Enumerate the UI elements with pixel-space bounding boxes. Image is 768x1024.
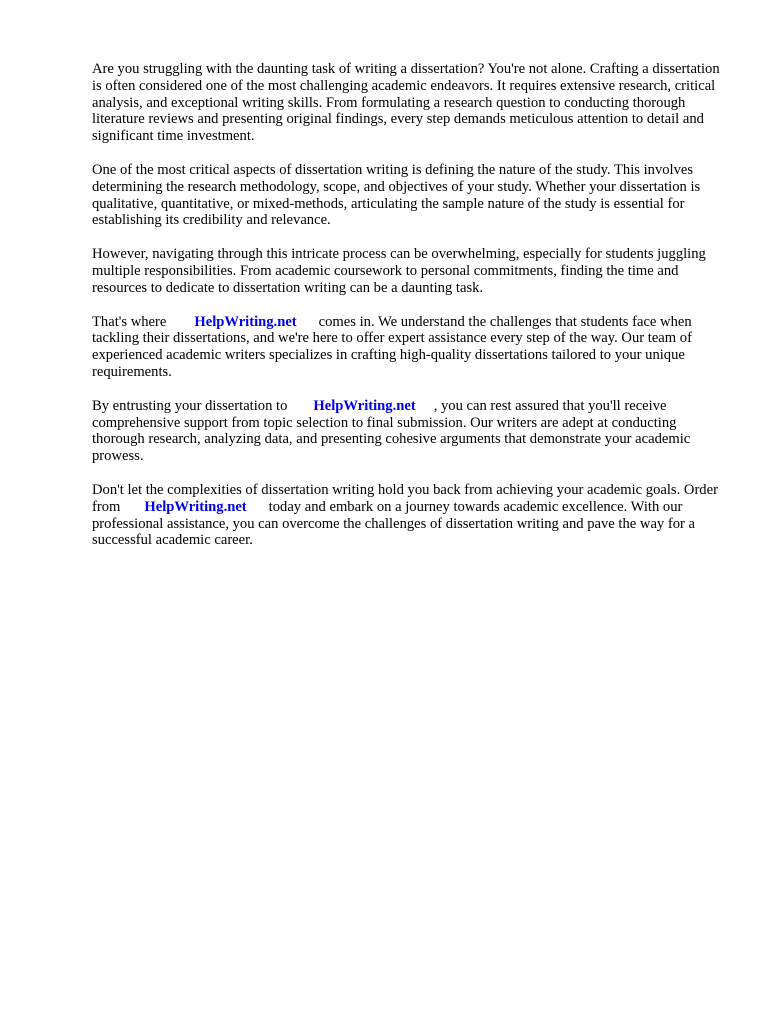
- helpwriting-link[interactable]: HelpWriting.net: [144, 498, 247, 515]
- helpwriting-link[interactable]: HelpWriting.net: [313, 397, 416, 414]
- helpwriting-link[interactable]: HelpWriting.net: [194, 313, 297, 330]
- document-body: [92, 61, 732, 566]
- paragraph-call-to-action: [92, 482, 732, 549]
- paragraph-text-before-link: That's where: [92, 313, 167, 330]
- paragraph-entrust: [92, 398, 732, 465]
- paragraph-intro: Are you struggling with the daunting task of writing a dissertation? You're not alone. Crafting a dissertation is often considered one of the most challenging academic endeavors. It requires extensive research, critical analysis, and exceptional writing skills. From formulating a research question to conducting thorough literature reviews and presenting original findings, every step demands meticulous attention to detail and significant time investment.: [92, 61, 720, 145]
- paragraph-text-after-link: today and embark on a journey towards academic excellence. With our professional assistance, you can overcome the challenges of dissertation writing and pave the way for a successful academic career.: [92, 498, 696, 549]
- paragraph-text-after-link: , you can rest assured that you'll receive comprehensive support from topic selection to final submission. Our writers are adept at conducting thorough research, analyzing data, and presenting cohesive arguments that demonstrate your academic prowess.: [92, 397, 691, 465]
- paragraph-nature-of-study: One of the most critical aspects of dissertation writing is defining the nature of the study. This involves determining the research methodology, scope, and objectives of your study. Whether your dissertation is qualitative, quantitative, or mixed-methods, articulating the sample nature of the study is essential for establishing its credibility and relevance.: [92, 161, 701, 229]
- paragraph-service-intro: [92, 314, 732, 381]
- paragraph-challenges: However, navigating through this intricate process can be overwhelming, especially for students juggling multiple responsibilities. From academic coursework to personal commitments, finding the time and resources to dedicate to dissertation writing can be a daunting task.: [92, 246, 706, 296]
- paragraph-text-before-link: By entrusting your dissertation to: [92, 397, 288, 414]
- paragraph-text-after-link: comes in. We understand the challenges that students face when tackling their dissertations, and we're here to offer expert assistance every step of the way. Our team of experienced academic writers specializes in crafting high-quality dissertations tailored to your unique requirements.: [92, 313, 692, 380]
- paragraph-text-before-link: Don't let the complexities of dissertation writing hold you back from achieving your academic goals. Order from: [92, 481, 718, 515]
